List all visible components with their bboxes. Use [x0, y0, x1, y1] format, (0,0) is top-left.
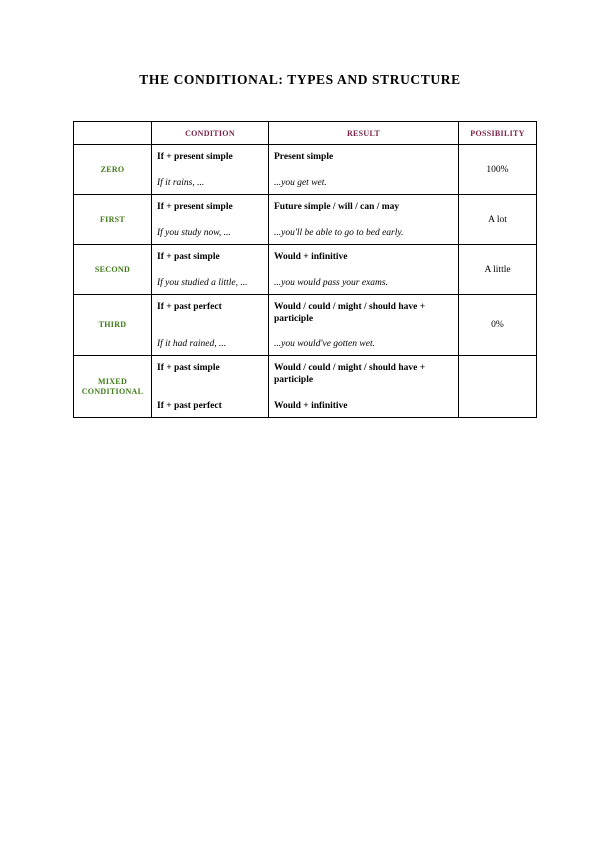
condition-example: If you study now, ...	[157, 228, 231, 238]
header-possibility: POSSIBILITY	[459, 122, 537, 145]
page-title: THE CONDITIONAL: TYPES AND STRUCTURE	[139, 72, 461, 87]
possibility-cell: 100%	[459, 145, 537, 195]
table-row-mixed	[74, 356, 537, 418]
condition-cell	[152, 356, 269, 418]
result-rule: Would / could / might / should have + participle	[274, 302, 426, 324]
type-cell: THIRD	[74, 295, 152, 356]
table-row-third	[74, 295, 537, 356]
condition-example: If you studied a little, ...	[157, 278, 248, 288]
condition-rule: If + present simple	[157, 152, 233, 162]
condition-rule-second: If + past perfect	[157, 401, 222, 411]
table-row-second	[74, 245, 537, 295]
condition-cell	[152, 145, 269, 195]
result-cell	[269, 356, 459, 418]
header-type	[74, 122, 152, 145]
conditional-table	[73, 121, 537, 418]
table-row-first	[74, 195, 537, 245]
result-cell	[269, 195, 459, 245]
result-example: ...you would've gotten wet.	[274, 339, 375, 349]
condition-rule: If + past perfect	[157, 302, 222, 312]
result-cell	[269, 145, 459, 195]
possibility-cell: A little	[459, 245, 537, 295]
header-result: RESULT	[269, 122, 459, 145]
result-rule: Future simple / will / can / may	[274, 202, 400, 212]
condition-rule: If + past simple	[157, 252, 220, 262]
possibility-cell: 0%	[459, 295, 537, 356]
condition-cell	[152, 295, 269, 356]
header-condition: CONDITION	[152, 122, 269, 145]
result-example: ...you would pass your exams.	[274, 278, 388, 288]
condition-example: If it rains, ...	[157, 178, 205, 188]
result-rule: Would + infinitive	[274, 252, 348, 262]
condition-cell	[152, 195, 269, 245]
possibility-cell: A lot	[459, 195, 537, 245]
result-cell	[269, 295, 459, 356]
table-row-zero	[74, 145, 537, 195]
type-cell: SECOND	[74, 245, 152, 295]
type-cell: MIXED CONDITIONAL	[74, 356, 152, 418]
result-cell	[269, 245, 459, 295]
condition-example: If it had rained, ...	[157, 339, 227, 349]
result-rule-second: Would + infinitive	[274, 401, 348, 411]
condition-rule: If + present simple	[157, 202, 233, 212]
result-example: ...you get wet.	[274, 178, 327, 188]
type-cell: FIRST	[74, 195, 152, 245]
result-example: ...you'll be able to go to bed early.	[274, 228, 404, 238]
possibility-cell	[459, 356, 537, 418]
result-rule: Present simple	[274, 152, 334, 162]
type-cell: ZERO	[74, 145, 152, 195]
condition-cell	[152, 245, 269, 295]
condition-rule: If + past simple	[157, 363, 220, 373]
header-row	[74, 122, 537, 145]
result-rule: Would / could / might / should have + participle	[274, 363, 426, 385]
